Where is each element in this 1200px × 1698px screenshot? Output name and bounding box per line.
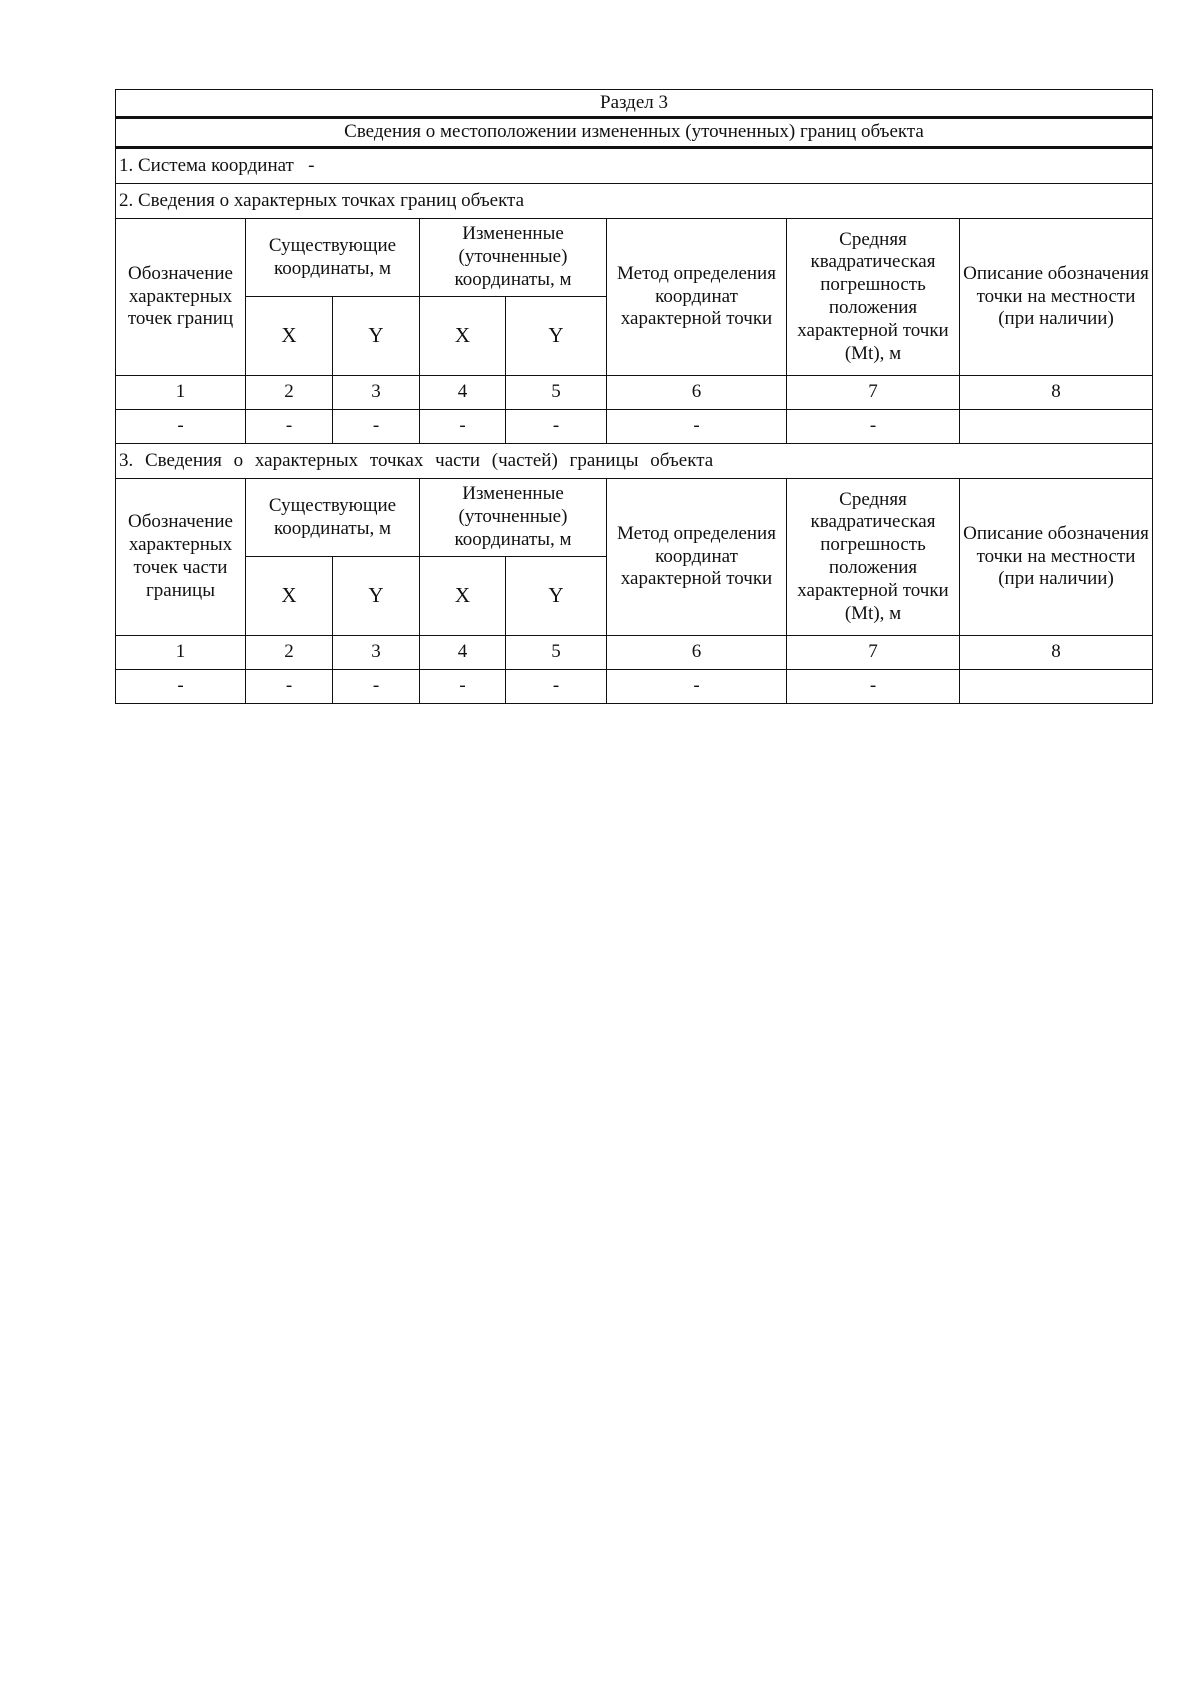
- part3-col-method: Метод определения координат характерной точки: [607, 479, 787, 636]
- part3-heading: 3. Сведения о характерных точках части (частей) границы объекта: [116, 444, 1153, 479]
- part2-col-x-changed: X: [420, 297, 506, 376]
- part3-col-x-changed: X: [420, 557, 506, 636]
- table-cell: [960, 670, 1153, 704]
- part2-col-number: 2: [246, 376, 333, 410]
- table-cell: -: [420, 670, 506, 704]
- table-cell: -: [333, 670, 420, 704]
- part2-col-designation: Обозначение характерных точек границ: [116, 219, 246, 376]
- part2-col-method: Метод определения координат характерной точки: [607, 219, 787, 376]
- part2-col-description: Описание обозначения точки на местности (при наличии): [960, 219, 1153, 376]
- part3-col-description: Описание обозначения точки на местности (при наличии): [960, 479, 1153, 636]
- section-title: Раздел 3: [116, 90, 1153, 118]
- part3-col-number: 5: [506, 636, 607, 670]
- table-cell: -: [333, 410, 420, 444]
- section-subtitle: Сведения о местоположении измененных (уточненных) границ объекта: [116, 118, 1153, 148]
- part3-col-y-existing: Y: [333, 557, 420, 636]
- part2-col-y-changed: Y: [506, 297, 607, 376]
- table-cell: -: [787, 410, 960, 444]
- coordinate-system-line: 1. Система координат -: [116, 148, 1153, 184]
- part2-col-error: Средняя квадратическая погрешность положения характерной точки (Mt), м: [787, 219, 960, 376]
- part2-col-number: 6: [607, 376, 787, 410]
- part3-col-number: 6: [607, 636, 787, 670]
- part2-column-numbers: [116, 376, 1153, 410]
- table-cell: -: [607, 670, 787, 704]
- table-cell: [960, 410, 1153, 444]
- part3-column-numbers: [116, 636, 1153, 670]
- table-cell: -: [506, 670, 607, 704]
- part2-col-x-existing: X: [246, 297, 333, 376]
- part3-col-number: 2: [246, 636, 333, 670]
- part2-col-number: 4: [420, 376, 506, 410]
- part3-col-number: 3: [333, 636, 420, 670]
- part2-col-number: 7: [787, 376, 960, 410]
- part2-col-number: 8: [960, 376, 1153, 410]
- table-cell: -: [246, 670, 333, 704]
- table-cell: -: [116, 670, 246, 704]
- part3-col-existing: Существующие координаты, м: [246, 479, 420, 557]
- part2-heading: 2. Сведения о характерных точках границ объекта: [116, 184, 1153, 219]
- part2-table-row: [116, 410, 1153, 444]
- part3-col-number: 8: [960, 636, 1153, 670]
- part3-table-row: [116, 670, 1153, 704]
- table-cell: -: [246, 410, 333, 444]
- document-sheet: [115, 89, 1152, 704]
- part3-col-number: 7: [787, 636, 960, 670]
- part2-col-existing: Существующие координаты, м: [246, 219, 420, 297]
- table-cell: -: [506, 410, 607, 444]
- part3-col-designation: Обозначение характерных точек части границы: [116, 479, 246, 636]
- part2-col-number: 3: [333, 376, 420, 410]
- part2-col-number: 5: [506, 376, 607, 410]
- table-cell: -: [116, 410, 246, 444]
- part3-col-error: Средняя квадратическая погрешность положения характерной точки (Mt), м: [787, 479, 960, 636]
- part2-col-y-existing: Y: [333, 297, 420, 376]
- part2-col-changed: Измененные (уточненные) координаты, м: [420, 219, 607, 297]
- part3-col-y-changed: Y: [506, 557, 607, 636]
- part2-col-number: 1: [116, 376, 246, 410]
- table-cell: -: [607, 410, 787, 444]
- table-cell: -: [420, 410, 506, 444]
- section-3-table: [115, 89, 1153, 704]
- part3-col-changed: Измененные (уточненные) координаты, м: [420, 479, 607, 557]
- part3-col-number: 4: [420, 636, 506, 670]
- part3-col-number: 1: [116, 636, 246, 670]
- part3-col-x-existing: X: [246, 557, 333, 636]
- table-cell: -: [787, 670, 960, 704]
